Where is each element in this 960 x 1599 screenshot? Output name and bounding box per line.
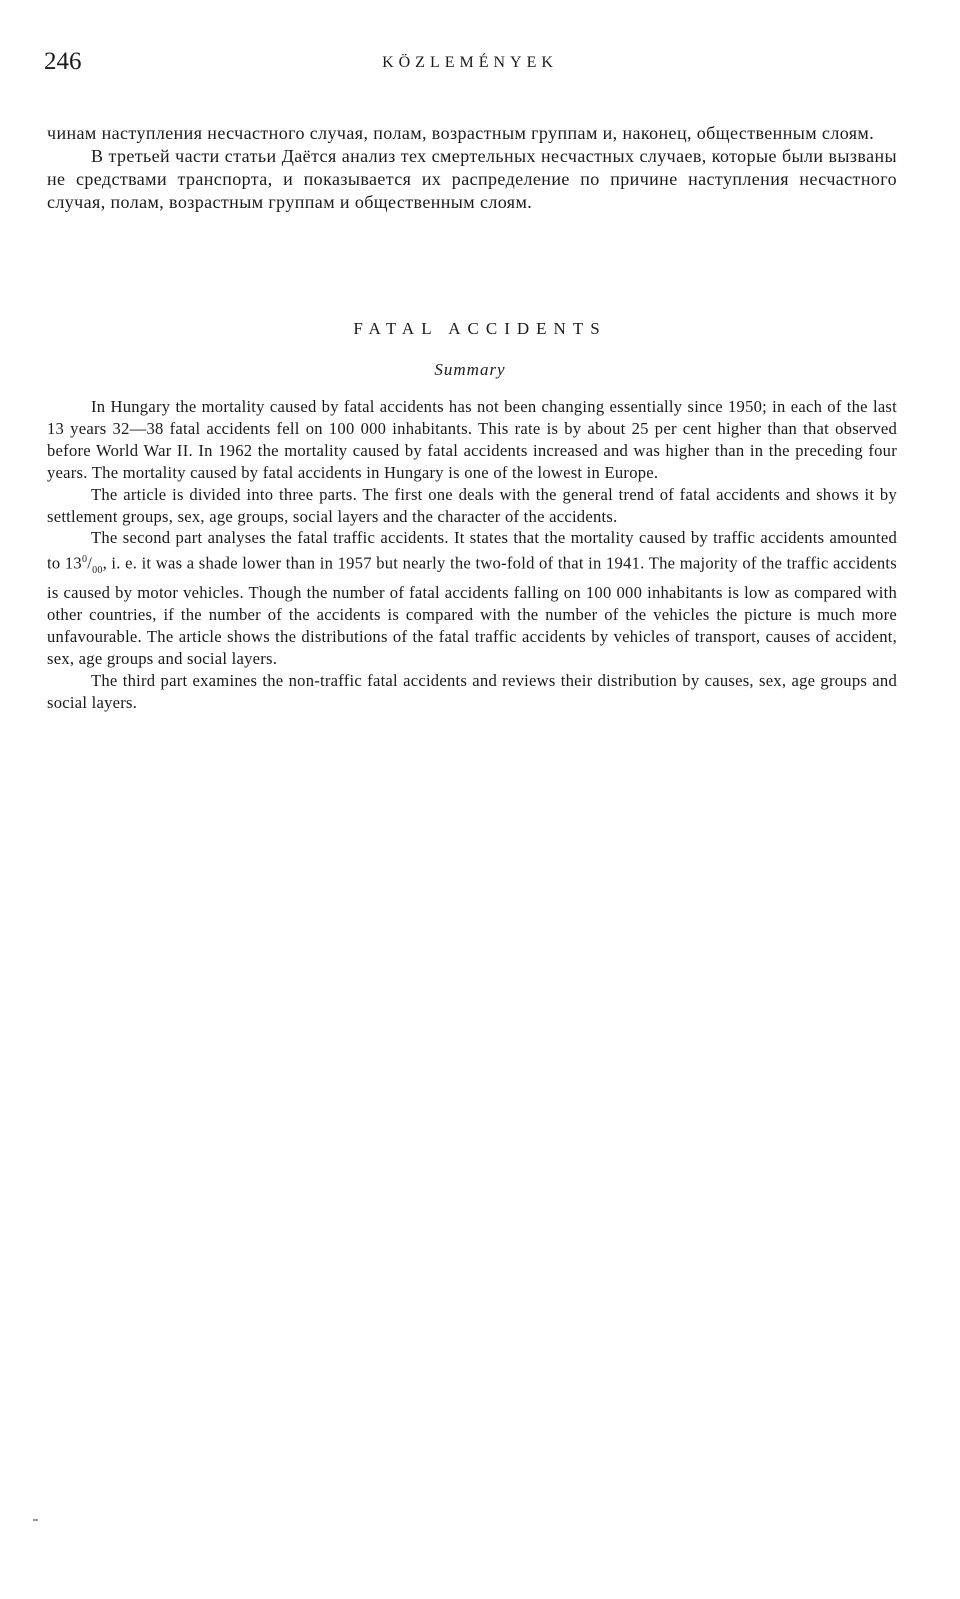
summary-paragraph-3-end: , i. e. it was a shade lower than in 1957 but nearly the two-fold of that in 1941. The majority of the traffic accidents is caused by motor vehicles. Though the number of fatal accidents falling on 100 000 inhabitants is low as compared with other countries, if the number of the accidents is compared with the number of the vehicles the picture is much more unfavourable. The article shows the distributions of the fatal traffic accidents by vehicles of transport, causes of accident, sex, age groups and social layers. xyxy=(47,553,897,668)
summary-paragraph-3 xyxy=(47,527,897,669)
russian-paragraph-2: В третьей части статьи Даётся анализ тех смертельных несчастных случаев, которые были вызваны не средствами транспорта, и показывается их распределение по причине наступления несчастного случая, полам, возрастным группам и общественным слоям. xyxy=(47,146,897,212)
summary-paragraph-3-start: The second part analyses the fatal traffic accidents. It states that the mortality caused by traffic accidents amounted to 13 xyxy=(47,528,897,573)
summary-paragraph-2: The article is divided into three parts. The first one deals with the general trend of fatal accidents and shows it by settlement groups, sex, age groups, social layers and the character of the accidents. xyxy=(47,484,897,526)
english-summary-text xyxy=(47,396,897,714)
section-title: FATAL ACCIDENTS xyxy=(353,319,607,338)
russian-summary-text xyxy=(47,122,897,214)
summary-paragraph-4: The third part examines the non-traffic fatal accidents and reviews their distribution by causes, sex, age groups and social layers. xyxy=(47,670,897,712)
per-mille-superscript: 0 xyxy=(81,554,88,566)
scan-edge-mark xyxy=(33,1519,38,1521)
russian-paragraph-1: чинам наступления несчастного случая, полам, возрастным группам и, наконец, общественным слоям. xyxy=(47,123,875,143)
summary-paragraph-1: In Hungary the mortality caused by fatal accidents has not been changing essentially since 1950; in each of the last 13 years 32—38 fatal accidents fell on 100 000 inhabitants. This rate is by about 25 per cent higher than that observed before World War II. In 1962 the mortality caused by fatal accidents increased and was higher than in the preceding four years. The mortality caused by fatal accidents in Hungary is one of the lowest in Europe. xyxy=(47,397,897,482)
page-header xyxy=(44,46,896,82)
per-mille-subscript: 00 xyxy=(92,565,103,577)
section-subtitle: Summary xyxy=(434,360,506,379)
per-mille-slash: / xyxy=(87,553,93,573)
page-number: 246 xyxy=(44,48,82,75)
running-title: KÖZLEMÉNYEK xyxy=(382,54,558,71)
